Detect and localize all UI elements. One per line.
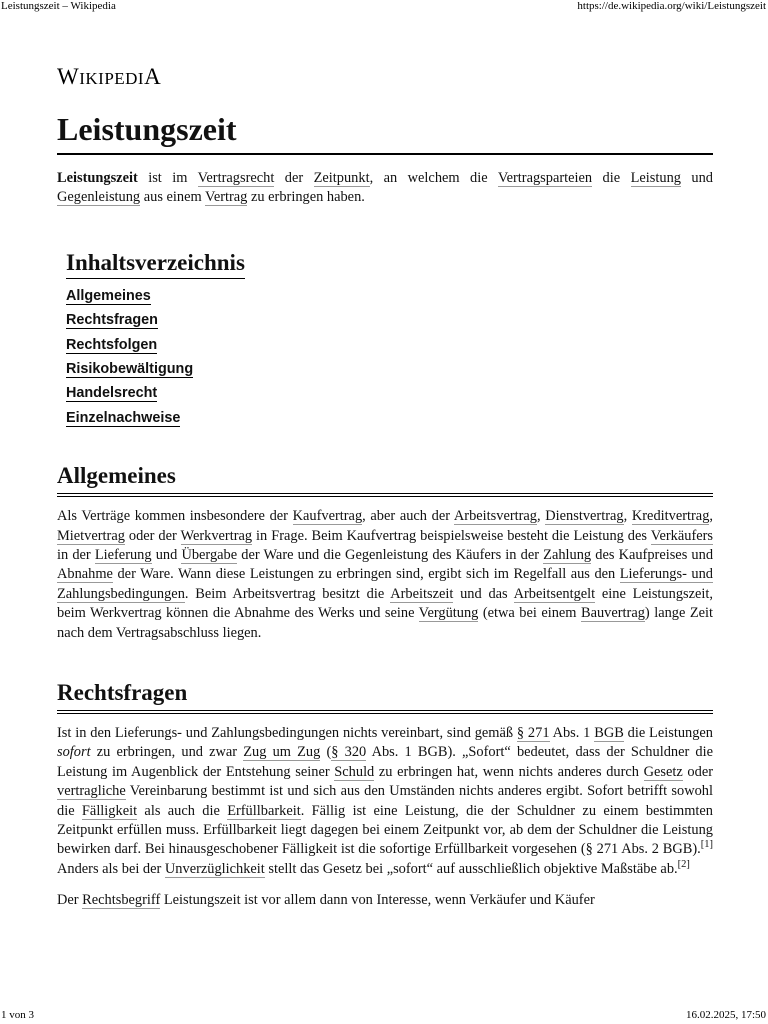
- table-of-contents: [66, 249, 713, 430]
- footnote-ref-2: [678, 859, 690, 870]
- link-mietvertrag[interactable]: Mietvertrag: [57, 527, 125, 544]
- link-kreditvertrag[interactable]: Kreditvertrag: [631, 508, 710, 525]
- link-zahlung[interactable]: Zahlung: [543, 546, 592, 563]
- footnote-link-2[interactable]: [2]: [677, 859, 690, 871]
- link-verguetung[interactable]: Vergütung: [418, 605, 479, 622]
- link-vertrag[interactable]: Vertrag: [205, 189, 248, 206]
- link-paragraph-320[interactable]: § 320: [331, 744, 367, 761]
- link-uebergabe[interactable]: Übergabe: [181, 546, 238, 563]
- toc-item: [66, 381, 713, 405]
- rechtsfragen-paragraph-1: Ist in den Lieferungs- und Zahlungsbedingungen nichts vereinbart, sind gemäß § 271 Abs. 1 BGB die Leistungen sofort zu erbringen, und zwar Zug um Zug (§ 320 Abs. 1 BGB). „Sofort“ bedeutet, dass der Schuldner die Leistung im Augenblick der Entstehung seiner Schuld zu erbringen hat, wenn nichts anderes durch Gesetz oder vertragliche Vereinbarung bestimmt ist und sich aus den Umständen nichts anderes ergibt. Sofort betrifft sowohl die Fälligkeit als auch die Erfüllbarkeit. Fällig ist eine Leistung, die der Schuldner zu einem bestimmten Zeitpunkt erfüllen muss. Erfüllbarkeit liegt dagegen bei einem Zeitpunkt vor, ab dem der Schuldner die Leistung bewirken darf. Bei hinausgeschobener Fälligkeit ist die sofortige Erfüllbarkeit vorgesehen (§ 271 Abs. 2 BGB).[1] Anders als bei der Unverzüglichkeit stellt das Gesetz bei „sofort“ auf ausschließlich objektive Maßstäbe ab.[2]: [57, 725, 714, 877]
- toc-link-rechtsfolgen[interactable]: Rechtsfolgen: [66, 336, 158, 353]
- print-footer-page: 1 von 3: [1, 1009, 34, 1021]
- print-footer: [0, 1009, 768, 1023]
- link-paragraph-271[interactable]: § 271: [516, 725, 550, 741]
- link-vertragsparteien[interactable]: Vertragsparteien: [497, 170, 593, 186]
- intro-paragraph: Leistungszeit ist im Vertragsrecht der Zeitpunkt, an welchem die Vertragsparteien die Leistung und Gegenleistung aus einem Vertrag zu erbringen haben.: [57, 170, 713, 206]
- link-vertragsrecht[interactable]: Vertragsrecht: [197, 170, 275, 186]
- wikipedia-wordmark[interactable]: WIKIPEDIA: [57, 64, 162, 89]
- toc-link-einzelnachweise[interactable]: Einzelnachweise: [66, 409, 181, 426]
- print-footer-datetime: 16.02.2025, 17:50: [685, 1009, 766, 1021]
- print-header-title: Leistungszeit – Wikipedia: [1, 0, 116, 12]
- toc-link-risikobewaeltigung[interactable]: Risikobewältigung: [66, 360, 194, 377]
- print-header-url: https://de.wikipedia.org/wiki/Leistungszeit: [577, 0, 766, 12]
- link-abnahme[interactable]: Abnahme: [57, 566, 113, 583]
- link-kaufvertrag[interactable]: Kaufvertrag: [292, 508, 363, 525]
- section-heading-allgemeines: Allgemeines: [57, 462, 713, 497]
- print-header: [0, 0, 768, 14]
- toc-item: [66, 357, 713, 381]
- section-heading-rechtsfragen: Rechtsfragen: [57, 679, 713, 714]
- link-bauvertrag[interactable]: Bauvertrag: [580, 605, 645, 622]
- link-schuld[interactable]: Schuld: [334, 763, 375, 780]
- link-verkaeufer[interactable]: Verkäufers: [650, 527, 714, 544]
- link-arbeitsvertrag[interactable]: Arbeitsvertrag: [453, 508, 538, 525]
- link-gesetz[interactable]: Gesetz: [643, 763, 683, 780]
- toc-heading: Inhaltsverzeichnis: [66, 249, 245, 279]
- link-leistung[interactable]: Leistung: [630, 170, 681, 186]
- link-bgb[interactable]: BGB: [594, 725, 624, 741]
- toc-list: [66, 284, 713, 430]
- article: [57, 62, 713, 911]
- footnote-ref-1: [701, 840, 713, 851]
- link-zug-um-zug[interactable]: Zug um Zug: [243, 744, 321, 761]
- toc-item: [66, 333, 713, 357]
- intro-bold-term: Leistungszeit: [57, 170, 138, 186]
- link-rechtsbegriff[interactable]: Rechtsbegriff: [82, 892, 161, 909]
- allgemeines-paragraph: Als Verträge kommen insbesondere der Kaufvertrag, aber auch der Arbeitsvertrag, Dienstvertrag, Kreditvertrag, Mietvertrag oder der Werkvertrag in Frage. Beim Kaufvertrag beispielsweise besteht die Leistung des Verkäufers in der Lieferung und Übergabe der Ware und die Gegenleistung des Käufers in der Zahlung des Kaufpreises und Abnahme der Ware. Wann diese Leistungen zu erbringen sind, ergibt sich im Regelfall aus den Lieferungs- und Zahlungsbedingungen. Beim Arbeitsvertrag besitzt die Arbeitszeit und das Arbeitsentgelt eine Leistungszeit, beim Werkvertrag können die Abnahme des Werks und seine Vergütung (etwa bei einem Bauvertrag) lange Zeit nach dem Vertragsabschluss liegen.: [57, 508, 714, 641]
- link-werkvertrag[interactable]: Werkvertrag: [180, 527, 253, 544]
- page-title: Leistungszeit: [57, 109, 713, 155]
- toc-link-rechtsfragen[interactable]: Rechtsfragen: [66, 312, 158, 329]
- link-unverzueglichkeit[interactable]: Unverzüglichkeit: [164, 860, 265, 877]
- rechtsfragen-paragraph-2: Der Rechtsbegriff Leistungszeit ist vor allem dann von Interesse, wenn Verkäufer und Käufer: [57, 892, 595, 909]
- link-vertragliche[interactable]: vertragliche: [57, 783, 126, 800]
- toc-item: [66, 308, 713, 332]
- footnote-link-1[interactable]: [1]: [700, 839, 713, 851]
- link-gegenleistung[interactable]: Gegenleistung: [57, 189, 141, 206]
- link-erfuellbarkeit[interactable]: Erfüllbarkeit: [227, 802, 301, 819]
- link-lieferung[interactable]: Lieferung: [94, 546, 152, 563]
- toc-item: [66, 284, 713, 308]
- toc-link-allgemeines[interactable]: Allgemeines: [66, 287, 151, 304]
- link-arbeitszeit[interactable]: Arbeitszeit: [390, 585, 454, 602]
- link-dienstvertrag[interactable]: Dienstvertrag: [545, 508, 624, 525]
- toc-item: [66, 406, 713, 430]
- link-zeitpunkt[interactable]: Zeitpunkt: [313, 170, 370, 186]
- link-lieferungs-und-zahlungsbedingungen[interactable]: Lieferungs- und Zahlungsbedingungen: [57, 566, 713, 602]
- link-arbeitsentgelt[interactable]: Arbeitsentgelt: [513, 585, 596, 602]
- link-faelligkeit[interactable]: Fälligkeit: [81, 802, 138, 819]
- toc-link-handelsrecht[interactable]: Handelsrecht: [66, 385, 158, 402]
- emphasis-sofort: sofort: [57, 744, 91, 761]
